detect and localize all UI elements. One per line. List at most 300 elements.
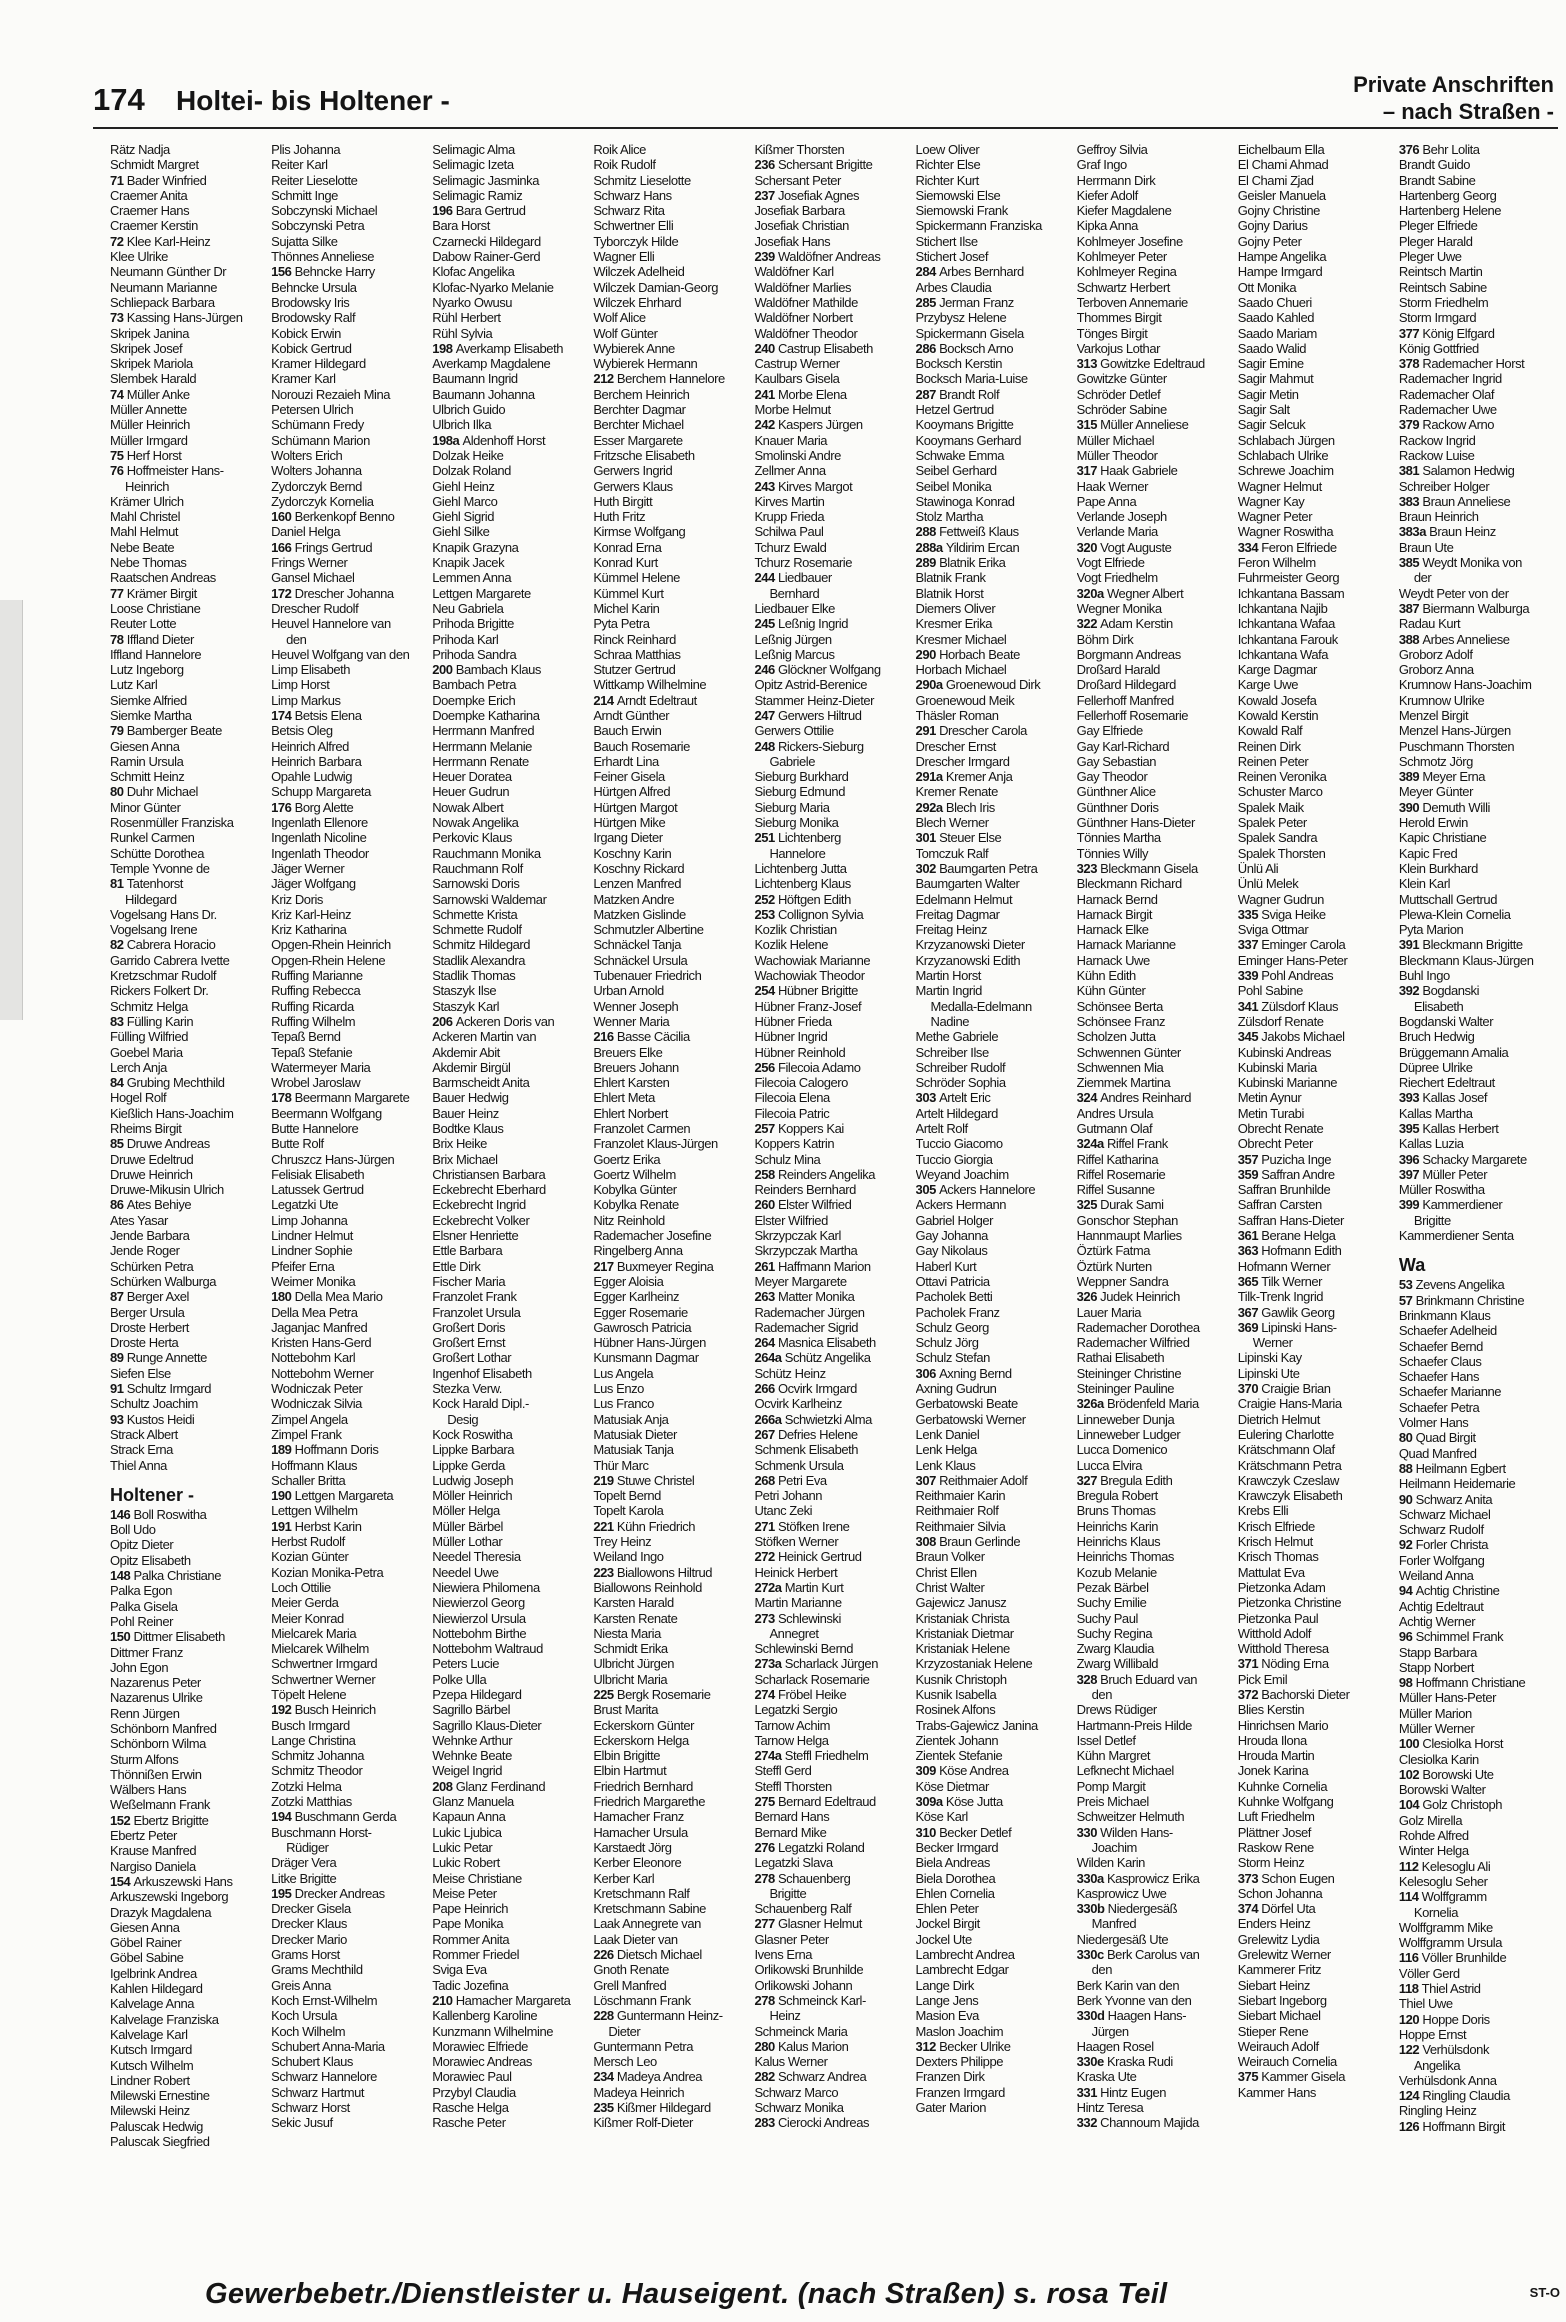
listing-entry: den	[286, 631, 307, 647]
listing-entry: Prihoda Sandra	[432, 646, 517, 662]
listing-entry: Kapaun Anna	[432, 1809, 506, 1825]
listing-entry: Rinck Reinhard	[593, 631, 676, 647]
listing-entry: Tchurz Ewald	[754, 539, 827, 555]
listing-entry: Wagner Helmut	[1237, 478, 1322, 494]
listing-entry: Bleckmann Richard	[1076, 876, 1182, 892]
listing-entry: 391 Bleckmann Brigitte	[1398, 937, 1523, 953]
listing-entry: Storm Irmgard	[1398, 310, 1477, 326]
listing-entry: 190 Lettgen Margareta	[271, 1488, 394, 1504]
listing-entry: 266 Ocvirk Irmgard	[754, 1381, 857, 1397]
listing-entry: Druwe Heinrich	[110, 1166, 193, 1182]
listing-entry: 268 Petri Eva	[754, 1472, 827, 1488]
listing-entry: Reinen Veronika	[1237, 769, 1327, 785]
listing-entry: 326a Brödenfeld Maria	[1076, 1396, 1199, 1412]
listing-entry: Schwarz Hannelore	[271, 2069, 377, 2085]
listing-entry: Schupp Margareta	[271, 784, 371, 800]
listing-entry: Müller Annette	[110, 402, 187, 418]
listing-entry: Thiel Anna	[110, 1457, 167, 1473]
listing-entry: Meise Christiane	[432, 1870, 522, 1886]
listing-entry: Opgen-Rhein Heinrich	[271, 937, 391, 953]
listing-entry: 395 Kallas Herbert	[1398, 1121, 1499, 1136]
listing-entry: Desig	[447, 1411, 479, 1427]
listing-entry: Lutz Karl	[110, 677, 158, 693]
listing-entry: Skripek Janina	[110, 325, 189, 341]
listing-entry: Rademacher Olaf	[1398, 386, 1495, 402]
listing-entry: Kohlmeyer Regina	[1076, 264, 1177, 280]
listing-entry: Weiland Ingo	[593, 1549, 664, 1565]
listing-entry: Giesen Anna	[110, 1919, 180, 1935]
listing-entry: Prihoda Karl	[432, 631, 499, 647]
listing-entry: Waldöfner Theodor	[754, 325, 858, 341]
listing-entry: Schulz Georg	[915, 1319, 989, 1335]
listing-entry: Kraska Ute	[1076, 2069, 1137, 2085]
listing-entry: Druwe Edeltrud	[110, 1151, 194, 1167]
listing-entry: 73 Kassing Hans-Jürgen	[110, 310, 243, 326]
listing-entry: Schwennen Mia	[1076, 1059, 1164, 1075]
listing-entry: Druwe-Mikusin Ulrich	[110, 1182, 224, 1198]
listing-entry: Paluscak Siegfried	[110, 2134, 210, 2149]
listing-entry: Wolffgramm Ursula	[1398, 1935, 1502, 1951]
listing-entry: Schaefer Hans	[1398, 1369, 1480, 1385]
listing-entry: Tchurz Rosemarie	[754, 555, 852, 571]
listing-entry: Reinders Bernhard	[754, 1182, 856, 1198]
listing-entry: Prihoda Brigitte	[432, 616, 514, 632]
listing-entry: 256 Filecoia Adamo	[754, 1059, 861, 1075]
listing-entry: Möller Heinrich	[432, 1488, 513, 1504]
listing-entry: Steffl Gerd	[754, 1763, 812, 1779]
listing-entry: Ziemmek Martina	[1076, 1075, 1171, 1091]
listing-entry: Christiansen Barbara	[432, 1166, 546, 1182]
listing-entry: Tuccio Giorgia	[915, 1151, 993, 1167]
listing-entry: Pick Emil	[1237, 1671, 1288, 1687]
listing-entry: 254 Hübner Brigitte	[754, 983, 858, 999]
listing-entry: Jäger Wolfgang	[271, 876, 356, 892]
listing-entry: Meyer Margarete	[754, 1273, 847, 1289]
listing-entry: Heuer Doratea	[432, 769, 512, 785]
listing-entry: Zydorczyk Bernd	[271, 478, 362, 494]
listing-entry: Bruch Hedwig	[1398, 1029, 1475, 1045]
listing-entry: 74 Müller Anke	[110, 386, 190, 402]
listing-entry: Feiner Gisela	[593, 769, 665, 785]
listing-entry: Steininger Pauline	[1076, 1381, 1175, 1397]
listing-entry: Kristaniak Dietmar	[915, 1625, 1014, 1641]
listing-entry: Ehlen Cornelia	[915, 1885, 995, 1901]
listing-entry: 112 Kelesoglu Ali	[1398, 1858, 1491, 1874]
listing-entry: Groenewoud Meik	[915, 692, 1015, 708]
listing-entry: Kock Roswitha	[432, 1426, 513, 1442]
listing-entry: Limp Elisabeth	[271, 662, 351, 678]
listing-entry: Medalla-Edelmann	[930, 998, 1032, 1014]
listing-entry: Averkamp Magdalene	[432, 356, 551, 372]
listing-entry: Meyer Günter	[1398, 784, 1473, 800]
column-9	[1399, 142, 1558, 2227]
listing-entry: 330d Haagen Hans-	[1076, 2008, 1187, 2024]
listing-entry: Eckerskorn Helga	[593, 1732, 689, 1748]
listing-entry: 282 Schwarz Andrea	[754, 2069, 867, 2085]
listing-entry: Kuhnke Wolfgang	[1237, 1794, 1334, 1810]
listing-entry: Suchy Paul	[1076, 1610, 1138, 1626]
listing-entry: Schlabach Jürgen	[1237, 432, 1335, 448]
listing-entry: Hartenberg Georg	[1398, 187, 1497, 203]
listing-entry: der	[1413, 570, 1432, 586]
listing-entry: 152 Ebertz Brigitte	[110, 1812, 209, 1828]
listing-entry: Ettle Dirk	[432, 1258, 481, 1274]
listing-entry: Erhardt Lina	[593, 753, 659, 769]
listing-entry: Elsner Henriette	[432, 1228, 519, 1244]
listing-entry: Castrup Werner	[754, 356, 840, 372]
listing-entry: Brigitte	[1413, 1212, 1451, 1228]
listing-entry: 212 Berchem Hannelore	[593, 371, 725, 387]
listing-entry: Ringelberg Anna	[593, 1243, 683, 1259]
listing-entry: Heinrich Barbara	[271, 753, 362, 769]
listing-entry: Baumann Johanna	[432, 386, 535, 402]
listing-entry: Braun Volker	[915, 1549, 985, 1565]
listing-entry: Niesta Maria	[593, 1625, 661, 1641]
listing-entry: Schmitz Johanna	[271, 1748, 365, 1764]
listing-entry: 200 Bambach Klaus	[432, 662, 541, 678]
listing-entry: Kammerdiener Senta	[1398, 1228, 1514, 1244]
listing-entry: 83 Fülling Karin	[110, 1013, 194, 1029]
listing-entry: Franzolet Ursula	[432, 1304, 521, 1320]
listing-entry: Schmutzler Albertine	[593, 922, 704, 938]
listing-entry: Metin Turabi	[1237, 1105, 1304, 1121]
listing-entry: Hintz Teresa	[1076, 2100, 1144, 2115]
listing-entry: Ramin Ursula	[110, 753, 184, 769]
listing-entry: Krätschmann Olaf	[1237, 1442, 1335, 1458]
listing-entry: Siefen Else	[110, 1365, 171, 1381]
listing-entry: 286 Bocksch Arno	[915, 340, 1014, 356]
listing-entry: Sieburg Edmund	[754, 784, 845, 800]
listing-entry: Schlabach Ulrike	[1237, 447, 1329, 463]
listing-entry: Metin Aynur	[1237, 1090, 1302, 1106]
listing-entry: 317 Haak Gabriele	[1076, 463, 1178, 479]
listing-entry: Nottebohm Birthe	[432, 1625, 527, 1641]
listing-entry: Eckebrecht Ingrid	[432, 1197, 526, 1213]
listing-entry: Spalek Sandra	[1237, 830, 1318, 846]
listing-entry: Manfred	[1091, 1916, 1137, 1932]
listing-entry: 260 Elster Wilfried	[754, 1197, 852, 1213]
listing-entry: Rademacher Dorothea	[1076, 1319, 1200, 1335]
listing-entry: Ebertz Peter	[110, 1828, 177, 1844]
listing-entry: 194 Buschmann Gerda	[271, 1809, 397, 1825]
listing-entry: Franzolet Carmen	[593, 1121, 691, 1136]
listing-entry: Siebart Michael	[1237, 2008, 1321, 2024]
listing-entry: Blech Werner	[915, 815, 989, 831]
listing-entry: Pohl Sabine	[1237, 983, 1303, 999]
listing-entry: Lus Enzo	[593, 1381, 644, 1397]
listing-entry: Schwarz Hartmut	[271, 2084, 365, 2100]
listing-entry: Dolzak Roland	[432, 463, 511, 479]
listing-entry: Heinrichs Thomas	[1076, 1549, 1174, 1565]
listing-entry: Matzken Gislinde	[593, 906, 686, 922]
listing-entry: Gonschor Stephan	[1076, 1212, 1178, 1228]
listing-entry: Volmer Hans	[1398, 1415, 1469, 1431]
listing-entry: Selimagic Alma	[432, 142, 515, 157]
listing-entry: Karstaedt Jörg	[593, 1839, 672, 1855]
listing-entry: 198a Aldenhoff Horst	[432, 432, 546, 448]
listing-entry: Schönborn Wilma	[110, 1736, 206, 1752]
listing-entry: Kißmer Thorsten	[754, 142, 845, 157]
listing-entry: Nitz Reinhold	[593, 1212, 665, 1228]
listing-entry: Morawiec Elfriede	[432, 2038, 528, 2054]
listing-entry: Glanz Manuela	[432, 1794, 514, 1810]
listing-entry: 228 Guntermann Heinz-	[593, 2008, 723, 2024]
column-8	[1238, 142, 1397, 2227]
listing-entry: 189 Hoffmann Doris	[271, 1442, 379, 1458]
section-subtitle: – nach Straßen -	[1382, 99, 1554, 124]
listing-entry: Zülsdorf Renate	[1237, 1013, 1324, 1029]
listing-entry: 272 Heinick Gertrud	[754, 1549, 862, 1565]
listing-entry: 180 Della Mea Mario	[271, 1289, 383, 1305]
listing-entry: 396 Schacky Margarete	[1398, 1151, 1527, 1167]
listing-entry: Kozian Günter	[271, 1549, 349, 1565]
listing-entry: König Gottfried	[1398, 340, 1479, 356]
listing-entry: Tepaß Bernd	[271, 1029, 341, 1045]
listing-entry: Roik Alice	[593, 142, 646, 157]
listing-entry: Felisiak Elisabeth	[271, 1166, 365, 1182]
listing-entry: Topelt Karola	[593, 1503, 664, 1519]
listing-entry: 383a Braun Heinz	[1398, 524, 1496, 540]
listing-entry: Michel Karin	[593, 600, 660, 616]
listing-entry: 263 Matter Monika	[754, 1289, 855, 1305]
listing-entry: Franzen Irmgard	[915, 2084, 1005, 2100]
listing-entry: Schaefer Adelheid	[1398, 1323, 1497, 1339]
listing-entry: Eckebrecht Volker	[432, 1212, 530, 1228]
listing-entry: Opitz Astrid-Berenice	[754, 677, 868, 693]
listing-entry: Richter Kurt	[915, 172, 979, 188]
listing-entry: Gater Marion	[915, 2100, 987, 2115]
listing-entry: Schauenberg Ralf	[754, 1901, 852, 1917]
listing-entry: Schwertner Irmgard	[271, 1656, 378, 1672]
listing-entry: Tyborczyk Hilde	[593, 233, 679, 249]
listing-entry: Kallenberg Karoline	[432, 2008, 538, 2024]
listing-entry: Thommes Birgit	[1076, 310, 1162, 326]
listing-entry: Gojny Darius	[1237, 218, 1308, 234]
listing-entry: Spickermann Gisela	[915, 325, 1024, 341]
listing-entry: Lucca Elvira	[1076, 1457, 1143, 1473]
listing-entry: Schönsee Berta	[1076, 998, 1163, 1014]
listing-entry: Knapik Jacek	[432, 555, 505, 571]
listing-entry: Rätz Nadja	[110, 142, 170, 157]
listing-entry: Kusnik Christoph	[915, 1671, 1007, 1687]
listing-entry: Goertz Wilhelm	[593, 1166, 676, 1182]
listing-entry: Giesen Anna	[110, 738, 180, 754]
listing-entry: Palka Gisela	[110, 1598, 178, 1614]
listing-entry: 96 Schimmel Frank	[1398, 1629, 1504, 1645]
listing-entry: Lus Angela	[593, 1365, 654, 1381]
listing-entry: Friedrich Margarethe	[593, 1794, 705, 1810]
listing-entry: Drecker Gisela	[271, 1901, 351, 1917]
listing-entry: Christ Walter	[915, 1579, 985, 1595]
listing-entry: 397 Müller Peter	[1398, 1166, 1488, 1182]
listing-entry: 322 Adam Kerstin	[1076, 616, 1173, 632]
listing-entry: Hogel Rolf	[110, 1090, 167, 1106]
listing-entry: Smolinski Andre	[754, 447, 841, 463]
listing-entry: Siemowski Else	[915, 187, 1001, 203]
listing-entry: 85 Druwe Andreas	[110, 1136, 210, 1152]
listing-entry: Goebel Maria	[110, 1044, 183, 1060]
listing-entry: Thiel Uwe	[1398, 1996, 1453, 2012]
listing-entry: Meise Peter	[432, 1885, 497, 1901]
listing-entry: Sturm Alfons	[110, 1751, 179, 1767]
listing-entry: Schwarz Marco	[754, 2084, 839, 2100]
listing-entry: 257 Koppers Kai	[754, 1121, 844, 1136]
listing-entry: Niewierzol Ursula	[432, 1610, 526, 1626]
listing-entry: Wehnke Beate	[432, 1748, 512, 1764]
listing-entry: Günthner Doris	[1076, 799, 1159, 815]
listing-entry: Urban Arnold	[593, 983, 664, 999]
page-footer	[0, 2275, 1566, 2322]
listing-entry: Kretschmann Ralf	[593, 1885, 690, 1901]
listing-entry: 339 Pohl Andreas	[1237, 968, 1334, 984]
listing-entry: 57 Brinkmann Christine	[1398, 1292, 1525, 1308]
listing-entry: Nottebohm Karl	[271, 1350, 356, 1366]
listing-entry: Lerch Anja	[110, 1059, 167, 1075]
listing-entry: Ackers Hermann	[915, 1197, 1007, 1213]
listing-entry: Brigitte	[769, 1885, 807, 1901]
listing-entry: Wilczek Damian-Georg	[593, 279, 718, 295]
listing-entry: Saffran Brunhilde	[1237, 1182, 1331, 1198]
listing-entry: Stezka Verw.	[432, 1381, 502, 1397]
listing-entry: Rauchmann Rolf	[432, 860, 523, 876]
listing-entry: Butte Rolf	[271, 1136, 324, 1152]
listing-entry: Saado Walid	[1237, 340, 1307, 356]
listing-entry: Craigie Hans-Maria	[1237, 1396, 1342, 1412]
listing-entry: Neumann Marianne	[110, 279, 217, 295]
listing-entry: Craemer Anita	[110, 187, 188, 203]
listing-entry: 399 Kammerdiener	[1398, 1197, 1503, 1213]
listing-entry: Lenk Helga	[915, 1442, 977, 1458]
listing-entry: 98 Hoffmann Christiane	[1398, 1675, 1526, 1691]
listing-entry: 252 Höftgen Edith	[754, 891, 851, 907]
listing-entry: Eichelbaum Ella	[1237, 142, 1325, 157]
listing-entry: Schaefer Petra	[1398, 1399, 1480, 1415]
listing-entry: Bogdanski Walter	[1398, 1013, 1494, 1029]
listing-entry: Vogt Friedhelm	[1076, 570, 1158, 586]
listing-entry: Norouzi Rezaieh Mina	[271, 386, 391, 402]
listing-entry: Schürken Petra	[110, 1258, 194, 1274]
listing-entry: Pacholek Betti	[915, 1289, 993, 1305]
listing-entry: Klein Karl	[1398, 876, 1451, 892]
listing-entry: Müller Werner	[1398, 1720, 1475, 1736]
listing-entry: Hürtgen Alfred	[593, 784, 671, 800]
listing-entry: 244 Liedbauer	[754, 570, 832, 586]
listing-entry: Schmette Rudolf	[432, 922, 522, 938]
listing-entry: 372 Bachorski Dieter	[1237, 1686, 1350, 1702]
listing-entry: 160 Berkenkopf Benno	[271, 509, 395, 525]
listing-entry: Rademacher Sigrid	[754, 1319, 859, 1335]
listing-entry: Schwertner Elli	[593, 218, 674, 234]
listing-entry: Hürtgen Margot	[593, 799, 678, 815]
listing-entry: 327 Bregula Edith	[1076, 1472, 1173, 1488]
listing-entry: El Chami Zjad	[1237, 172, 1314, 188]
listing-entry: Wagner Roswitha	[1237, 524, 1334, 540]
listing-entry: 84 Grubing Mechthild	[110, 1075, 225, 1091]
listing-entry: Sagir Emine	[1237, 356, 1304, 372]
side-tab	[0, 600, 23, 1020]
listing-entry: 150 Dittmer Elisabeth	[110, 1629, 225, 1645]
listing-entry: Baumann Ingrid	[432, 371, 518, 387]
listing-entry: Nottebohm Waltraud	[432, 1641, 543, 1657]
listing-entry: Berchter Michael	[593, 417, 684, 433]
listing-entry: 86 Ates Behiye	[110, 1197, 192, 1213]
listing-entry: 285 Jerman Franz	[915, 294, 1014, 310]
listing-entry: El Chami Ahmad	[1237, 157, 1329, 173]
listing-entry: Schwarz Michael	[1398, 1506, 1491, 1522]
listing-entry: Zellmer Anna	[754, 463, 826, 479]
listing-entry: Müller Theodor	[1076, 447, 1158, 463]
listing-entry: Watermeyer Maria	[271, 1059, 371, 1075]
listing-entry: Elbin Hartmut	[593, 1763, 667, 1779]
listing-entry: Reiter Karl	[271, 157, 328, 173]
section-title: Private Anschriften	[1353, 72, 1554, 97]
listing-entry: Arbes Claudia	[915, 279, 992, 295]
listing-entry: Brandt Sabine	[1398, 172, 1476, 188]
listing-entry: Brandt Guido	[1398, 157, 1471, 173]
listing-entry: Schaefer Marianne	[1398, 1384, 1502, 1400]
listing-entry: Kornelia	[1413, 1904, 1458, 1920]
listing-entry: Köse Dietmar	[915, 1778, 989, 1794]
listing-entry: Freitag Dagmar	[915, 906, 1000, 922]
listing-entry: Kobick Erwin	[271, 325, 341, 341]
listing-entry: Pyta Marion	[1398, 922, 1464, 938]
listing-entry: Grelewitz Lydia	[1237, 1931, 1320, 1947]
listing-entry: Lettgen Margarete	[432, 585, 531, 601]
listing-entry: Hamacher Ursula	[593, 1824, 688, 1840]
listing-entry: Hürtgen Mike	[593, 815, 666, 831]
listing-entry: Kühn Margret	[1076, 1748, 1151, 1764]
listing-entry: 313 Gowitzke Edeltraud	[1076, 356, 1205, 372]
listing-entry: 92 Forler Christa	[1398, 1537, 1489, 1553]
listing-entry: Limp Markus	[271, 692, 341, 708]
listing-entry: Andres Ursula	[1076, 1105, 1154, 1121]
listing-entry: 393 Kallas Josef	[1398, 1090, 1488, 1106]
listing-entry: Öztürk Nurten	[1076, 1258, 1152, 1274]
listing-entry: Kühn Edith	[1076, 968, 1136, 984]
listing-entry: Rühl Herbert	[432, 310, 501, 326]
listing-entry: 277 Glasner Helmut	[754, 1916, 862, 1932]
listing-entry: Klee Ulrike	[110, 249, 168, 265]
listing-entry: Gay Sebastian	[1076, 753, 1157, 769]
listing-entry: 330c Berk Carolus van	[1076, 1947, 1200, 1963]
listing-entry: 278 Schauenberg	[754, 1870, 851, 1886]
listing-entry: Stapp Barbara	[1398, 1644, 1477, 1660]
listing-entry: Kowald Kerstin	[1237, 707, 1319, 723]
listing-entry: Braun Ute	[1398, 539, 1454, 555]
listing-entry: Weirauch Adolf	[1237, 2038, 1319, 2054]
listing-entry: Bodtke Klaus	[432, 1121, 504, 1136]
listing-entry: Gajewicz Janusz	[915, 1595, 1007, 1611]
listing-entry: 216 Basse Cäcilia	[593, 1029, 690, 1045]
listing-entry: Pietzonka Adam	[1237, 1579, 1326, 1595]
listing-entry: 261 Haffmann Marion	[754, 1258, 871, 1274]
listing-entry: Herrmann Renate	[432, 753, 529, 769]
listing-entry: 102 Borowski Ute	[1398, 1766, 1494, 1782]
listing-entry: 383 Braun Anneliese	[1398, 493, 1511, 509]
listing-entry: 273 Schlewinski	[754, 1610, 841, 1626]
listing-entry: Schilwa Paul	[754, 524, 824, 540]
listing-entry: Madeya Heinrich	[593, 2084, 685, 2100]
listing-entry: Fuhrmeister Georg	[1237, 570, 1340, 586]
listing-entry: Gabriele	[769, 753, 815, 769]
listing-entry: Grell Manfred	[593, 1977, 667, 1993]
listing-entry: Maslon Joachim	[915, 2023, 1004, 2039]
listing-entry: Schreiber Holger	[1398, 478, 1490, 494]
listing-entry: 267 Defries Helene	[754, 1426, 858, 1442]
listing-entry: Krzyzanowski Dieter	[915, 937, 1025, 953]
listing-entry: Heuvel Wolfgang van den	[271, 646, 410, 662]
listing-entry: Brüggemann Amalia	[1398, 1044, 1509, 1060]
